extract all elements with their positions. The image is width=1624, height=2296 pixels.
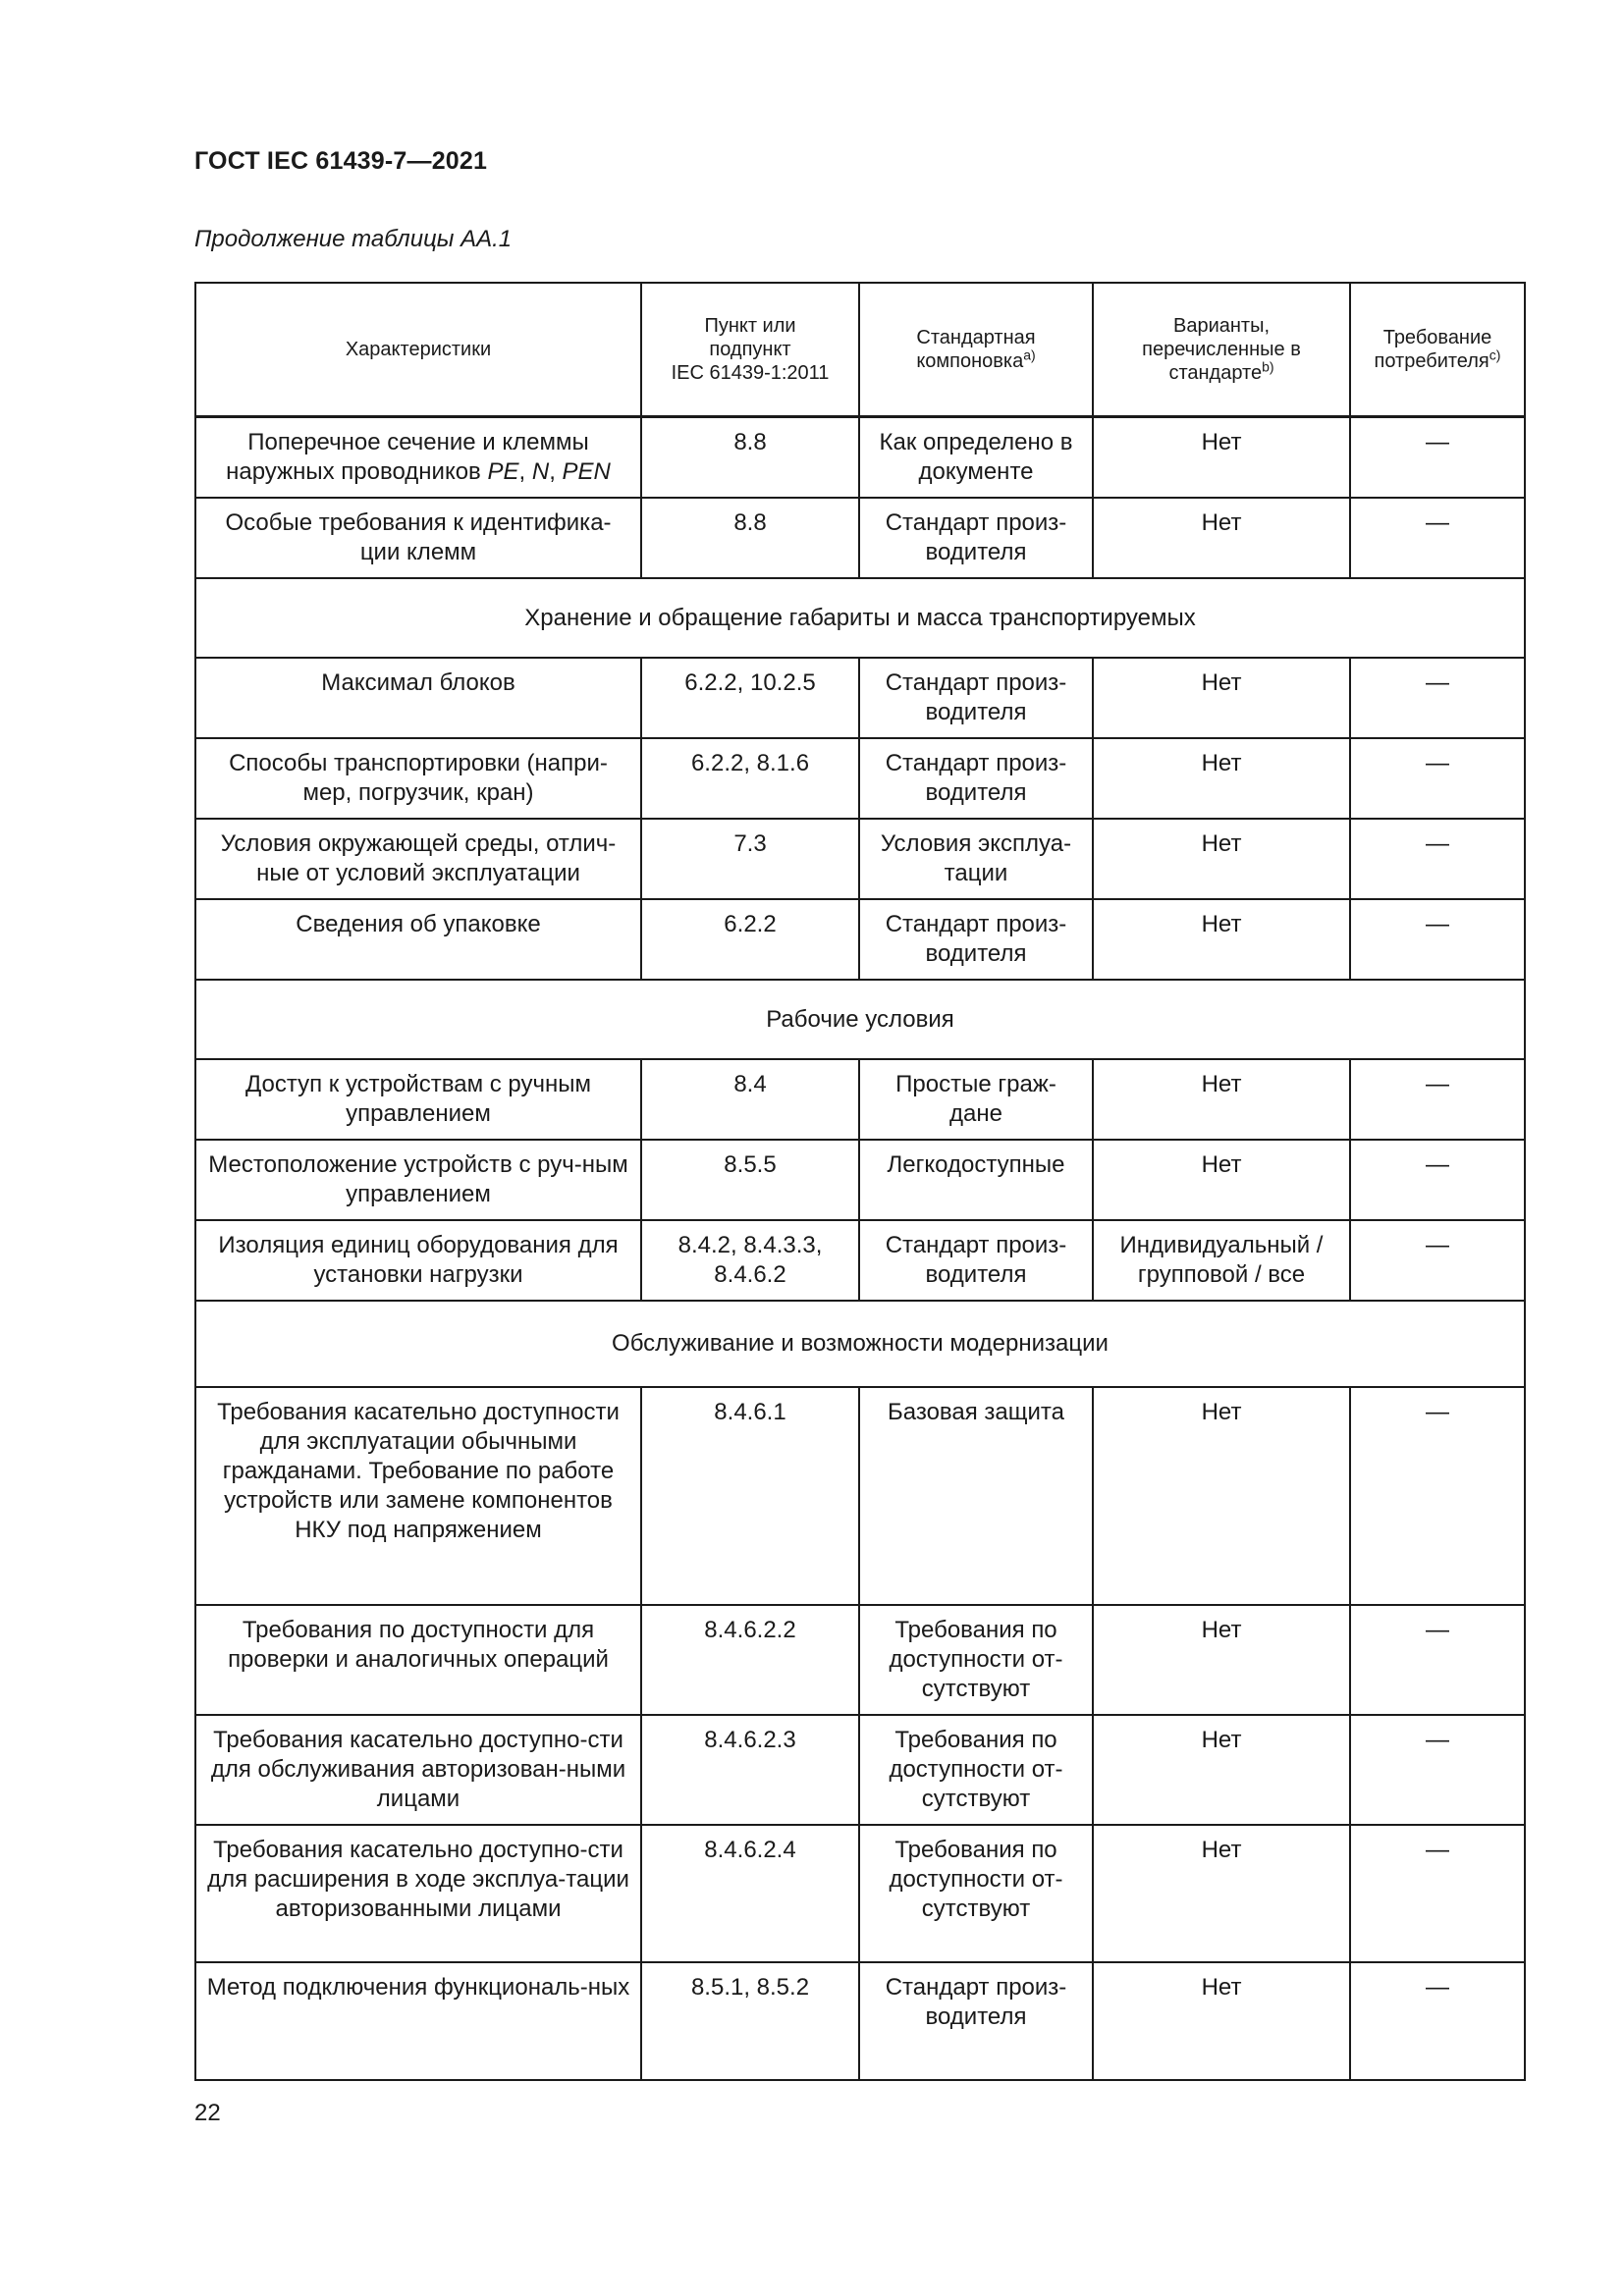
table-row bbox=[195, 819, 1525, 899]
table-row bbox=[195, 658, 1525, 738]
cell-characteristic: Метод подключения функциональ-ных bbox=[195, 1962, 641, 2080]
table-row bbox=[195, 1387, 1525, 1605]
cell-variants: Нет bbox=[1093, 1825, 1350, 1962]
cell-clause: 8.4.6.2.2 bbox=[641, 1605, 859, 1715]
cell-clause: 8.8 bbox=[641, 498, 859, 578]
cell-requirement: — bbox=[1350, 1962, 1525, 2080]
cell-characteristic: Сведения об упаковке bbox=[195, 899, 641, 980]
cell-standard: Стандарт произ-водителя bbox=[859, 498, 1093, 578]
cell-standard: Стандарт произ-водителя bbox=[859, 1220, 1093, 1301]
cell-clause: 8.5.1, 8.5.2 bbox=[641, 1962, 859, 2080]
cell-characteristic: Условия окружающей среды, отлич-ные от условий эксплуатации bbox=[195, 819, 641, 899]
section-heading-maintenance: Обслуживание и возможности модернизации bbox=[195, 1301, 1525, 1387]
cell-variants: Нет bbox=[1093, 899, 1350, 980]
cell-characteristic: Требования касательно доступно-сти для обслуживания авторизован-ными лицами bbox=[195, 1715, 641, 1825]
cell-clause: 8.4.2, 8.4.3.3, 8.4.6.2 bbox=[641, 1220, 859, 1301]
specification-table bbox=[194, 282, 1526, 2081]
header-characteristics: Характеристики bbox=[195, 283, 641, 417]
cell-standard: Легкодоступные bbox=[859, 1140, 1093, 1220]
cell-clause: 8.5.5 bbox=[641, 1140, 859, 1220]
header-consumer-requirement: Требование потребителя$^{c)}$ bbox=[1350, 283, 1525, 417]
cell-requirement: — bbox=[1350, 1715, 1525, 1825]
header-standard-layout: Стандартная компоновка$^{a)}$ bbox=[859, 283, 1093, 417]
cell-requirement: — bbox=[1350, 738, 1525, 819]
cell-requirement: — bbox=[1350, 658, 1525, 738]
section-row bbox=[195, 1301, 1525, 1387]
table-row bbox=[195, 1140, 1525, 1220]
cell-variants: Нет bbox=[1093, 819, 1350, 899]
cell-standard: Требования по доступности от-сутствуют bbox=[859, 1825, 1093, 1962]
cell-characteristic: Требования касательно доступности для эксплуатации обычными гражданами. Требование по работе устройств или замене компонентов НКУ под напряжением bbox=[195, 1387, 641, 1605]
cell-characteristic: Требования по доступности для проверки и аналогичных операций bbox=[195, 1605, 641, 1715]
table-header-row bbox=[195, 283, 1525, 417]
cell-variants: Нет bbox=[1093, 498, 1350, 578]
cell-requirement: — bbox=[1350, 1825, 1525, 1962]
cell-characteristic: Максимал блоков bbox=[195, 658, 641, 738]
table-row bbox=[195, 1825, 1525, 1962]
cell-requirement: — bbox=[1350, 899, 1525, 980]
cell-requirement: — bbox=[1350, 1605, 1525, 1715]
table-row bbox=[195, 1605, 1525, 1715]
cell-clause: 8.8 bbox=[641, 417, 859, 499]
cell-standard: Стандарт произ-водителя bbox=[859, 738, 1093, 819]
footnote-marker-a: a) bbox=[1023, 347, 1036, 363]
section-row bbox=[195, 980, 1525, 1059]
cell-clause: 6.2.2, 8.1.6 bbox=[641, 738, 859, 819]
footnote-marker-b: b) bbox=[1262, 358, 1274, 375]
cell-standard: Простые граж-дане bbox=[859, 1059, 1093, 1140]
cell-variants: Нет bbox=[1093, 417, 1350, 499]
cell-requirement: — bbox=[1350, 1140, 1525, 1220]
cell-clause: 8.4.6.2.3 bbox=[641, 1715, 859, 1825]
cell-clause: 8.4.6.2.4 bbox=[641, 1825, 859, 1962]
section-row bbox=[195, 578, 1525, 658]
cell-characteristic: Способы транспортировки (напри-мер, погрузчик, кран) bbox=[195, 738, 641, 819]
cell-standard: Стандарт произ-водителя bbox=[859, 899, 1093, 980]
table-row bbox=[195, 498, 1525, 578]
cell-variants: Нет bbox=[1093, 1605, 1350, 1715]
cell-standard: Условия эксплуа-тации bbox=[859, 819, 1093, 899]
cell-variants: Индивидуальный / групповой / все bbox=[1093, 1220, 1350, 1301]
footnote-marker-c: c) bbox=[1489, 347, 1501, 363]
cell-characteristic: Местоположение устройств с руч-ным управлением bbox=[195, 1140, 641, 1220]
cell-requirement: — bbox=[1350, 1387, 1525, 1605]
cell-standard: Стандарт произ-водителя bbox=[859, 1962, 1093, 2080]
page-number: 22 bbox=[194, 2100, 221, 2126]
cell-variants: Нет bbox=[1093, 1140, 1350, 1220]
document-header: ГОСТ IEC 61439-7—2021 bbox=[194, 147, 488, 175]
cell-standard: Требования по доступности от-сутствуют bbox=[859, 1715, 1093, 1825]
table-row bbox=[195, 417, 1525, 499]
cell-requirement: — bbox=[1350, 498, 1525, 578]
table-row bbox=[195, 1220, 1525, 1301]
cell-clause: 6.2.2 bbox=[641, 899, 859, 980]
table-row bbox=[195, 1715, 1525, 1825]
cell-requirement: — bbox=[1350, 1220, 1525, 1301]
table-row bbox=[195, 1059, 1525, 1140]
cell-characteristic: Доступ к устройствам с ручным управлением bbox=[195, 1059, 641, 1140]
table-row bbox=[195, 738, 1525, 819]
cell-characteristic: Требования касательно доступно-сти для расширения в ходе эксплуа-тации авторизованными лицами bbox=[195, 1825, 641, 1962]
cell-standard: Базовая защита bbox=[859, 1387, 1093, 1605]
cell-requirement: — bbox=[1350, 1059, 1525, 1140]
cell-standard: Требования по доступности от-сутствуют bbox=[859, 1605, 1093, 1715]
header-clause: Пункт или подпункт IEC 61439-1:2011 bbox=[641, 283, 859, 417]
cell-clause: 8.4 bbox=[641, 1059, 859, 1140]
table-row bbox=[195, 899, 1525, 980]
cell-clause: 7.3 bbox=[641, 819, 859, 899]
cell-clause: 6.2.2, 10.2.5 bbox=[641, 658, 859, 738]
cell-variants: Нет bbox=[1093, 1387, 1350, 1605]
section-heading-operating-conditions: Рабочие условия bbox=[195, 980, 1525, 1059]
cell-variants: Нет bbox=[1093, 1962, 1350, 2080]
cell-variants: Нет bbox=[1093, 738, 1350, 819]
cell-clause: 8.4.6.1 bbox=[641, 1387, 859, 1605]
cell-characteristic: Поперечное сечение и клеммы наружных проводников PE, N, PEN bbox=[195, 417, 641, 499]
cell-requirement: — bbox=[1350, 819, 1525, 899]
cell-variants: Нет bbox=[1093, 1715, 1350, 1825]
cell-characteristic: Изоляция единиц оборудования для установки нагрузки bbox=[195, 1220, 641, 1301]
header-variants: Варианты, перечисленные в стандарте$^{b)}$ bbox=[1093, 283, 1350, 417]
cell-variants: Нет bbox=[1093, 1059, 1350, 1140]
cell-variants: Нет bbox=[1093, 658, 1350, 738]
table-continuation-label: Продолжение таблицы АА.1 bbox=[194, 226, 513, 252]
cell-standard: Стандарт произ-водителя bbox=[859, 658, 1093, 738]
table-row bbox=[195, 1962, 1525, 2080]
section-heading-storage: Хранение и обращение габариты и масса транспортируемых bbox=[195, 578, 1525, 658]
cell-standard: Как определено в документе bbox=[859, 417, 1093, 499]
cell-characteristic: Особые требования к идентифика-ции клемм bbox=[195, 498, 641, 578]
cell-requirement: — bbox=[1350, 417, 1525, 499]
